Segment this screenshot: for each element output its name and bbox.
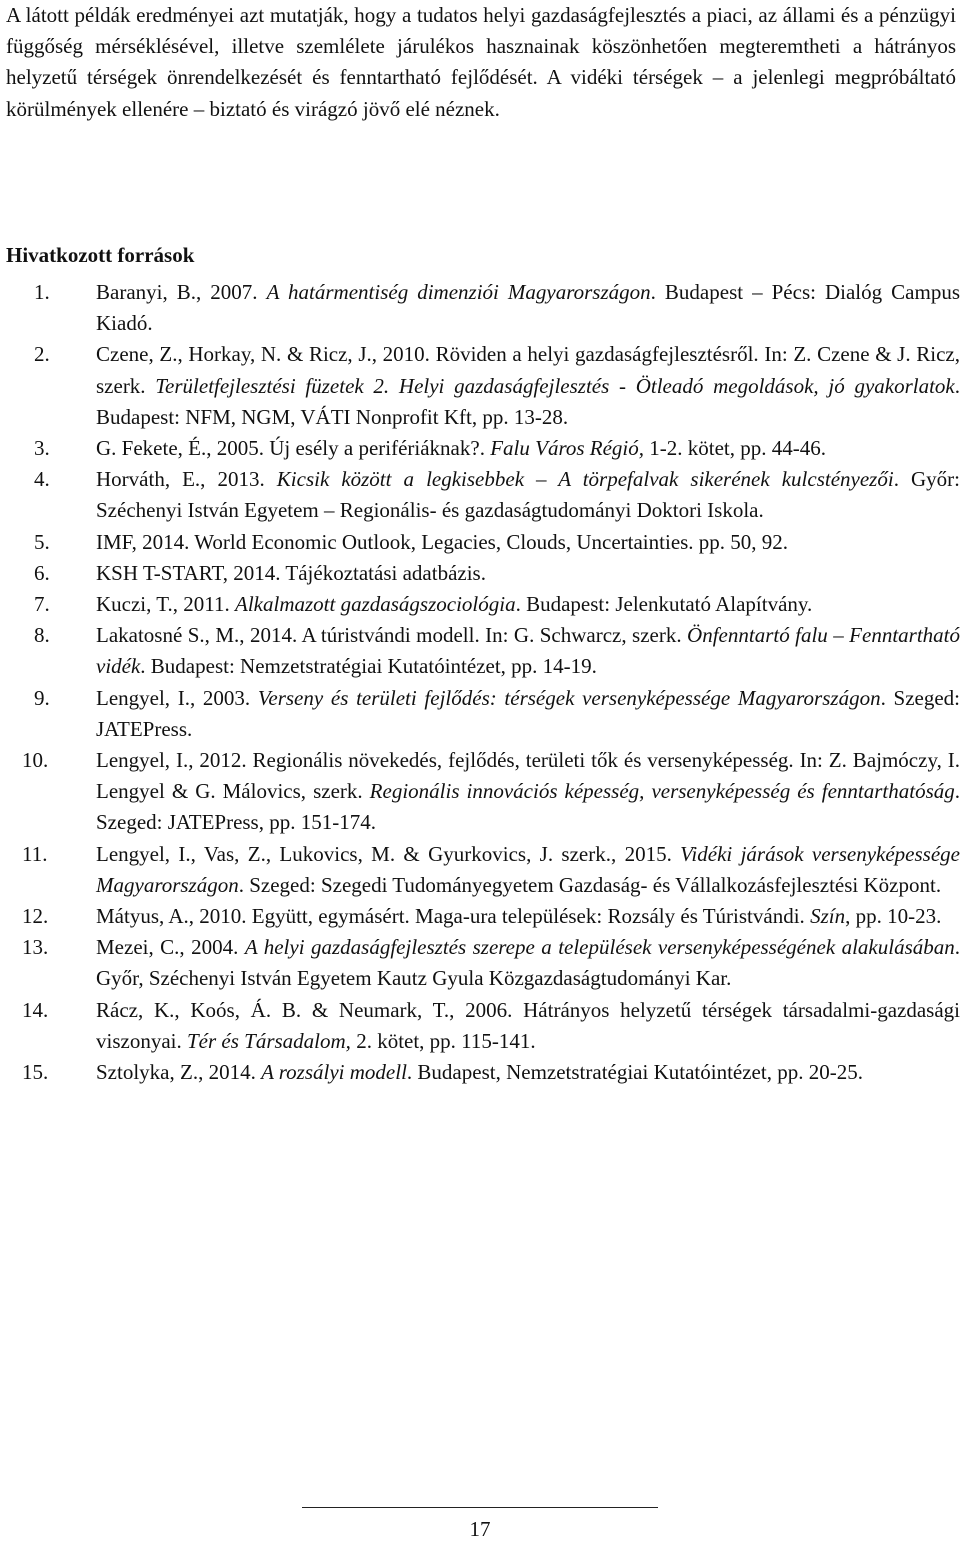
reference-item (6, 620, 960, 682)
reference-title: A rozsályi modell (261, 1060, 407, 1085)
reference-number: 3. (34, 436, 50, 461)
reference-text: Lakatosné S., M., 2014. A túristvándi modell. In: G. Schwarcz, szerk. (96, 623, 688, 648)
reference-text: . Budapest: Jelenkutató Alapítvány. (515, 592, 813, 617)
reference-number: 1. (34, 280, 50, 304)
reference-item (6, 839, 960, 901)
reference-title: Verseny és területi fejlődés: térségek versenyképessége Magyarországon (257, 685, 881, 710)
reference-text: , pp. 10-23. (845, 904, 942, 929)
reference-text: Lengyel, I., 2012. Regionális növekedés, fejlődés, területi tők és versenyképesség. In: Z. Bajmóczy, I. Lengyel & G. Málovics, szerk. (96, 748, 960, 804)
reference-item (6, 527, 960, 558)
reference-text: Rácz, K., Koós, Á. B. & Neumark, T., 2006. Hátrányos helyzetű térségek társadalmi-gazdasági viszonyai. (96, 997, 960, 1053)
reference-number: 4. (34, 467, 50, 492)
reference-text: . Budapest – Pécs: Dialóg Campus Kiadó. (96, 280, 960, 336)
reference-number: 5. (34, 529, 50, 554)
reference-text: 2. kötet, pp. 115-141. (350, 1028, 536, 1053)
reference-text: Baranyi, B., 2007. (96, 280, 267, 304)
reference-title: Falu Város Régió, (490, 436, 644, 461)
reference-number: 8. (34, 623, 50, 648)
reference-number: 13. (22, 935, 49, 960)
reference-item (6, 589, 960, 620)
reference-number: 15. (22, 1060, 49, 1085)
reference-text: . Szeged: JATEPress, pp. 151-174. (96, 779, 960, 835)
reference-number: 2. (34, 342, 50, 367)
reference-title: Kicsik között a legkisebbek – A törpefalvak sikerének kulcstényezői (276, 467, 894, 492)
reference-number: 12. (22, 904, 49, 929)
reference-title: A helyi gazdaságfejlesztés szerepe a települések versenyképességének alakulásában (244, 935, 955, 960)
reference-item (6, 995, 960, 1057)
reference-title: Vidéki járások versenyképessége Magyarországon (96, 841, 960, 897)
reference-text: Mezei, C., 2004. (96, 935, 245, 960)
reference-text: KSH T-START, 2014. Tájékoztatási adatbázis. (96, 560, 486, 585)
reference-text: Kuczi, T., 2011. (96, 592, 236, 617)
reference-item (6, 683, 960, 745)
reference-number: 7. (34, 592, 50, 617)
reference-number: 10. (22, 748, 49, 773)
reference-text: . Budapest: Nemzetstratégiai Kutatóintézet, pp. 14-19. (140, 654, 597, 679)
reference-item (6, 932, 960, 994)
reference-text: IMF, 2014. World Economic Outlook, Legacies, Clouds, Uncertainties. pp. 50, 92. (96, 529, 789, 554)
reference-text: . Szeged: Szegedi Tudományegyetem Gazdaság- és Vállalkozásfejlesztési Központ. (238, 872, 942, 897)
reference-title: Szín (810, 904, 846, 929)
intro-paragraph: A látott példák eredményei azt mutatják, hogy a tudatos helyi gazdaságfejlesztés a piaci, az állami és a pénzügyi függőség mérséklésével, illetve szemlélete járulékos hasznainak köszönhetően megteremtheti a hátrányos helyzetű térségek önrendelkezését és fenntartható fejlődését. A vidéki térségek – a jelenlegi megpróbáltató körülmények ellenére – biztató és virágzó jövő elé néznek. (6, 3, 956, 121)
reference-title: Önfenntartó falu – Fenntartható vidék (96, 623, 960, 679)
reference-item (6, 277, 960, 339)
reference-list (6, 277, 960, 1088)
reference-number: 9. (34, 685, 50, 710)
reference-title: Regionális innovációs képesség, versenyképesség és fenntarthatóság (369, 779, 955, 804)
reference-item (6, 901, 960, 932)
reference-number: 14. (22, 997, 49, 1022)
document-page (6, 0, 960, 1085)
reference-text: G. Fekete, É., 2005. Új esély a perifériáknak?. (96, 436, 491, 461)
reference-text: Sztolyka, Z., 2014. (96, 1060, 262, 1085)
reference-title: Területfejlesztési füzetek 2. Helyi gazdaságfejlesztés - Ötleadó megoldások, jó gyakorlatok (155, 373, 955, 398)
reference-text: . Budapest, Nemzetstratégiai Kutatóintézet, pp. 20-25. (406, 1060, 863, 1085)
reference-number: 6. (34, 560, 50, 585)
reference-text: Mátyus, A., 2010. Együtt, egymásért. Maga-ura települések: Rozsály és Túristvándi. (96, 904, 811, 929)
reference-text: . Győr: Széchenyi István Egyetem – Regionális- és gazdaságtudományi Doktori Iskola. (96, 467, 960, 523)
reference-text: . Győr, Széchenyi István Egyetem Kautz Gyula Közgazdaságtudományi Kar. (96, 935, 960, 991)
reference-text: Czene, Z., Horkay, N. & Ricz, J., 2010. Röviden a helyi gazdaságfejlesztésről. In: Z. Czene & J. Ricz, szerk. (96, 342, 960, 398)
reference-title: Alkalmazott gazdaságszociológia (235, 592, 516, 617)
references-heading: Hivatkozott források (6, 243, 195, 267)
reference-text: Lengyel, I., Vas, Z., Lukovics, M. & Gyurkovics, J. szerk., 2015. (96, 841, 681, 866)
reference-text: 1-2. kötet, pp. 44-46. (644, 436, 826, 461)
reference-text: . Budapest: NFM, NGM, VÁTI Nonprofit Kft, pp. 13-28. (96, 373, 960, 429)
reference-item (6, 1057, 960, 1088)
reference-item (6, 558, 960, 589)
reference-item (6, 339, 960, 433)
reference-text: Horváth, E., 2013. (96, 467, 277, 492)
reference-title: Tér és Társadalom, (186, 1028, 351, 1053)
reference-item (6, 745, 960, 839)
reference-number: 11. (22, 841, 48, 866)
reference-title: A határmentiség dimenziói Magyarországon (266, 280, 651, 304)
reference-text: Lengyel, I., 2003. (96, 685, 258, 710)
page-number: 17 (469, 1517, 491, 1541)
reference-text: . Szeged: JATEPress. (96, 685, 960, 741)
reference-item (6, 433, 960, 464)
reference-item (6, 464, 960, 526)
footer-divider (302, 1507, 658, 1508)
